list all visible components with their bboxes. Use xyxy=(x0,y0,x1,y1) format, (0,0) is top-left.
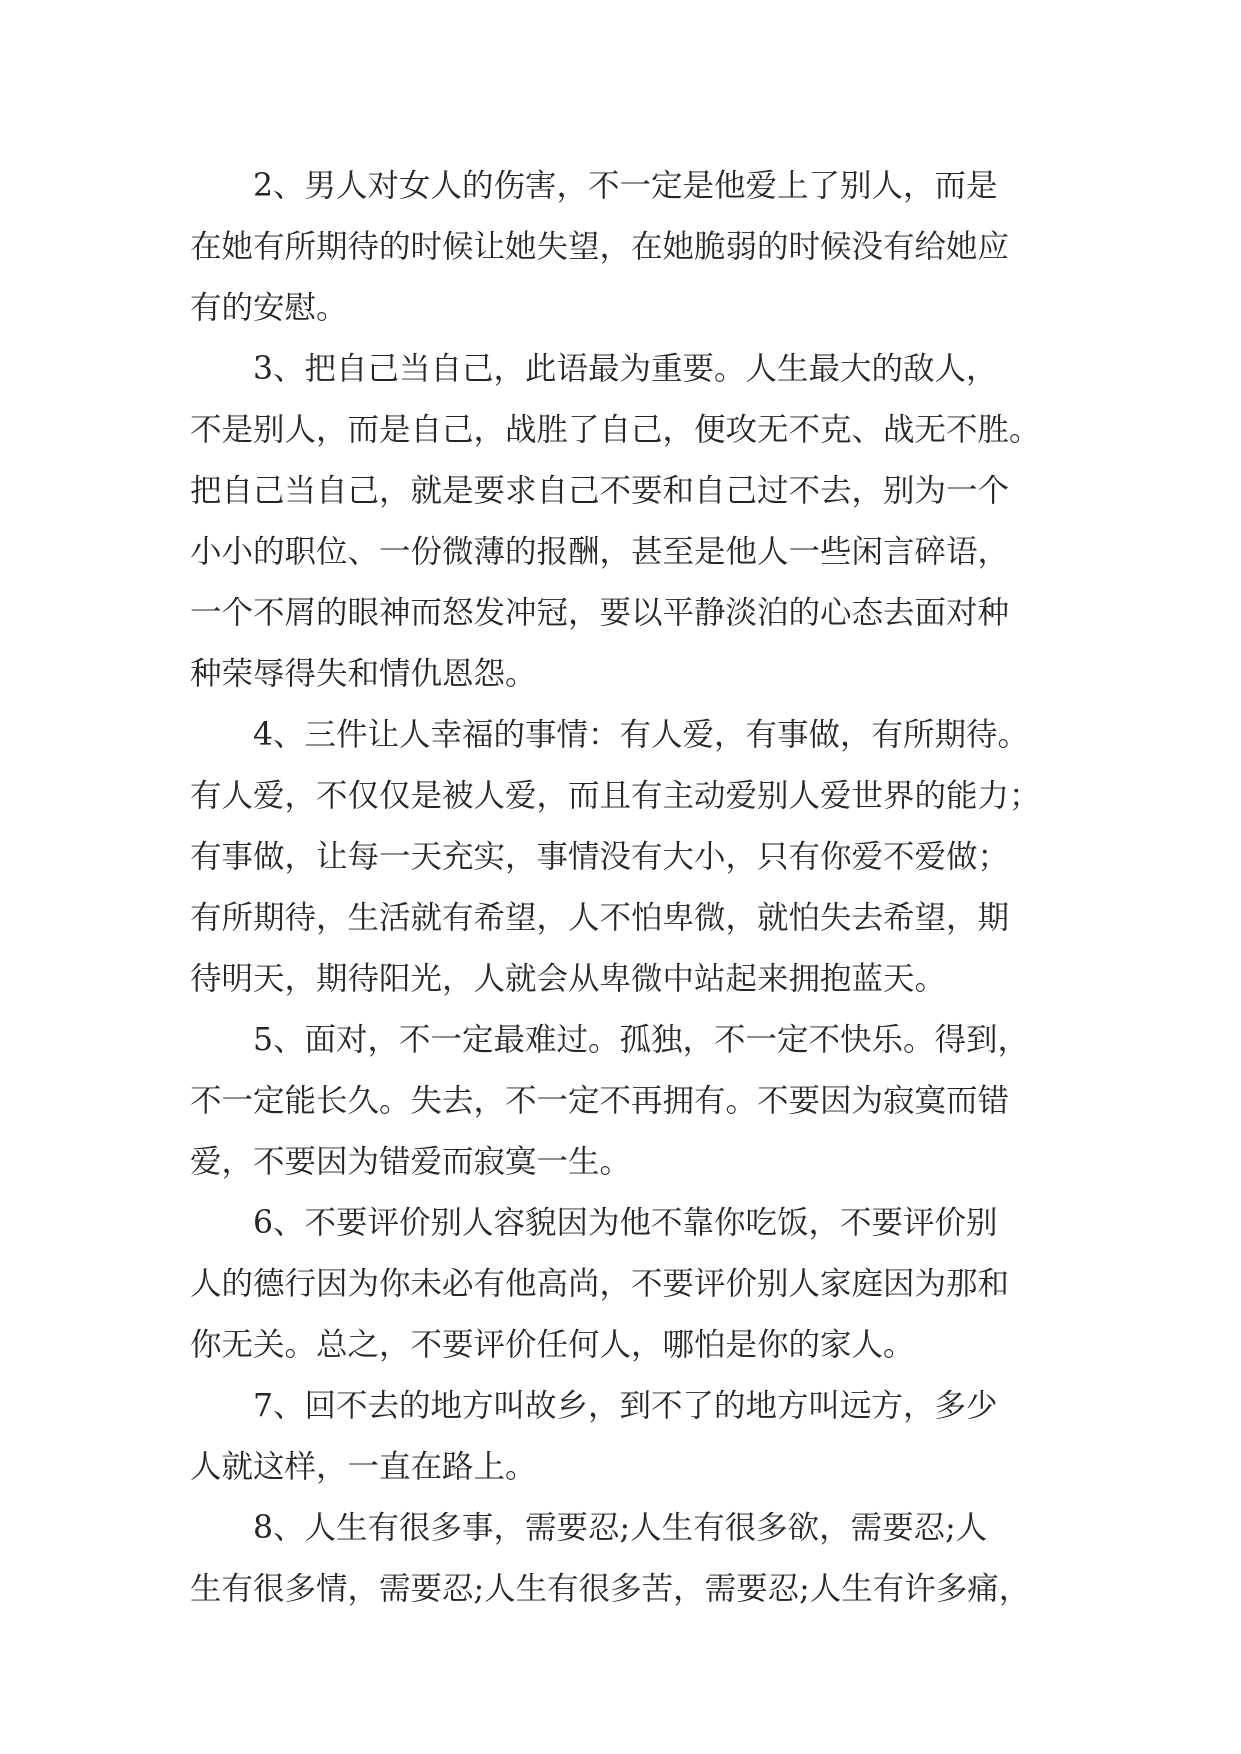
paragraph-line: 把自己当自己，就是要求自己不要和自己过不去，别为一个 xyxy=(190,473,1010,509)
body-text xyxy=(190,156,1070,1620)
paragraph-line: 小小的职位、一份微薄的报酬，甚至是他人一些闲言碎语， xyxy=(190,534,1010,570)
paragraph-6 xyxy=(190,1193,1070,1376)
paragraph-line: 3、把自己当自己，此语最为重要。人生最大的敌人， xyxy=(253,351,998,387)
paragraph-line: 有人爱，不仅仅是被人爱，而且有主动爱别人爱世界的能力； xyxy=(190,778,1041,814)
paragraph-line: 7、回不去的地方叫故乡，到不了的地方叫远方，多少 xyxy=(253,1388,998,1424)
paragraph-line: 4、三件让人幸福的事情：有人爱，有事做，有所期待。 xyxy=(253,717,1030,753)
paragraph-line: 2、男人对女人的伤害，不一定是他爱上了别人，而是 xyxy=(253,168,998,204)
paragraph-line: 在她有所期待的时候让她失望，在她脆弱的时候没有给她应 xyxy=(190,229,1010,265)
paragraph-line: 种荣辱得失和情仇恩怨。 xyxy=(190,656,537,692)
paragraph-line: 爱，不要因为错爱而寂寞一生。 xyxy=(190,1144,632,1180)
paragraph-line: 有事做，让每一天充实，事情没有大小，只有你爱不爱做； xyxy=(190,839,1010,875)
paragraph-5 xyxy=(190,1010,1070,1193)
paragraph-2 xyxy=(190,156,1070,339)
paragraph-line: 生有很多情，需要忍;人生有很多苦，需要忍;人生有许多痛， xyxy=(190,1571,1031,1607)
paragraph-line: 有所期待，生活就有希望，人不怕卑微，就怕失去希望，期 xyxy=(190,900,1010,936)
paragraph-7 xyxy=(190,1376,1070,1498)
paragraph-line: 待明天，期待阳光，人就会从卑微中站起来拥抱蓝天。 xyxy=(190,961,947,997)
paragraph-8 xyxy=(190,1498,1070,1620)
paragraph-line: 有的安慰。 xyxy=(190,290,348,326)
paragraph-line: 6、不要评价别人容貌因为他不靠你吃饭，不要评价别 xyxy=(253,1205,998,1241)
paragraph-4 xyxy=(190,705,1070,1010)
paragraph-line: 人的德行因为你未必有他高尚，不要评价别人家庭因为那和 xyxy=(190,1266,1010,1302)
paragraph-line: 人就这样，一直在路上。 xyxy=(190,1449,537,1485)
paragraph-line: 你无关。总之，不要评价任何人，哪怕是你的家人。 xyxy=(190,1327,915,1363)
paragraph-line: 一个不屑的眼神而怒发冲冠，要以平静淡泊的心态去面对种 xyxy=(190,595,1010,631)
paragraph-line: 不一定能长久。失去，不一定不再拥有。不要因为寂寞而错 xyxy=(190,1083,1010,1119)
paragraph-line: 8、人生有很多事，需要忍;人生有很多欲，需要忍;人 xyxy=(253,1510,988,1546)
paragraph-3 xyxy=(190,339,1070,705)
paragraph-line: 不是别人，而是自己，战胜了自己，便攻无不克、战无不胜。 xyxy=(190,412,1041,448)
paragraph-line: 5、面对，不一定最难过。孤独，不一定不快乐。得到， xyxy=(253,1022,1030,1058)
